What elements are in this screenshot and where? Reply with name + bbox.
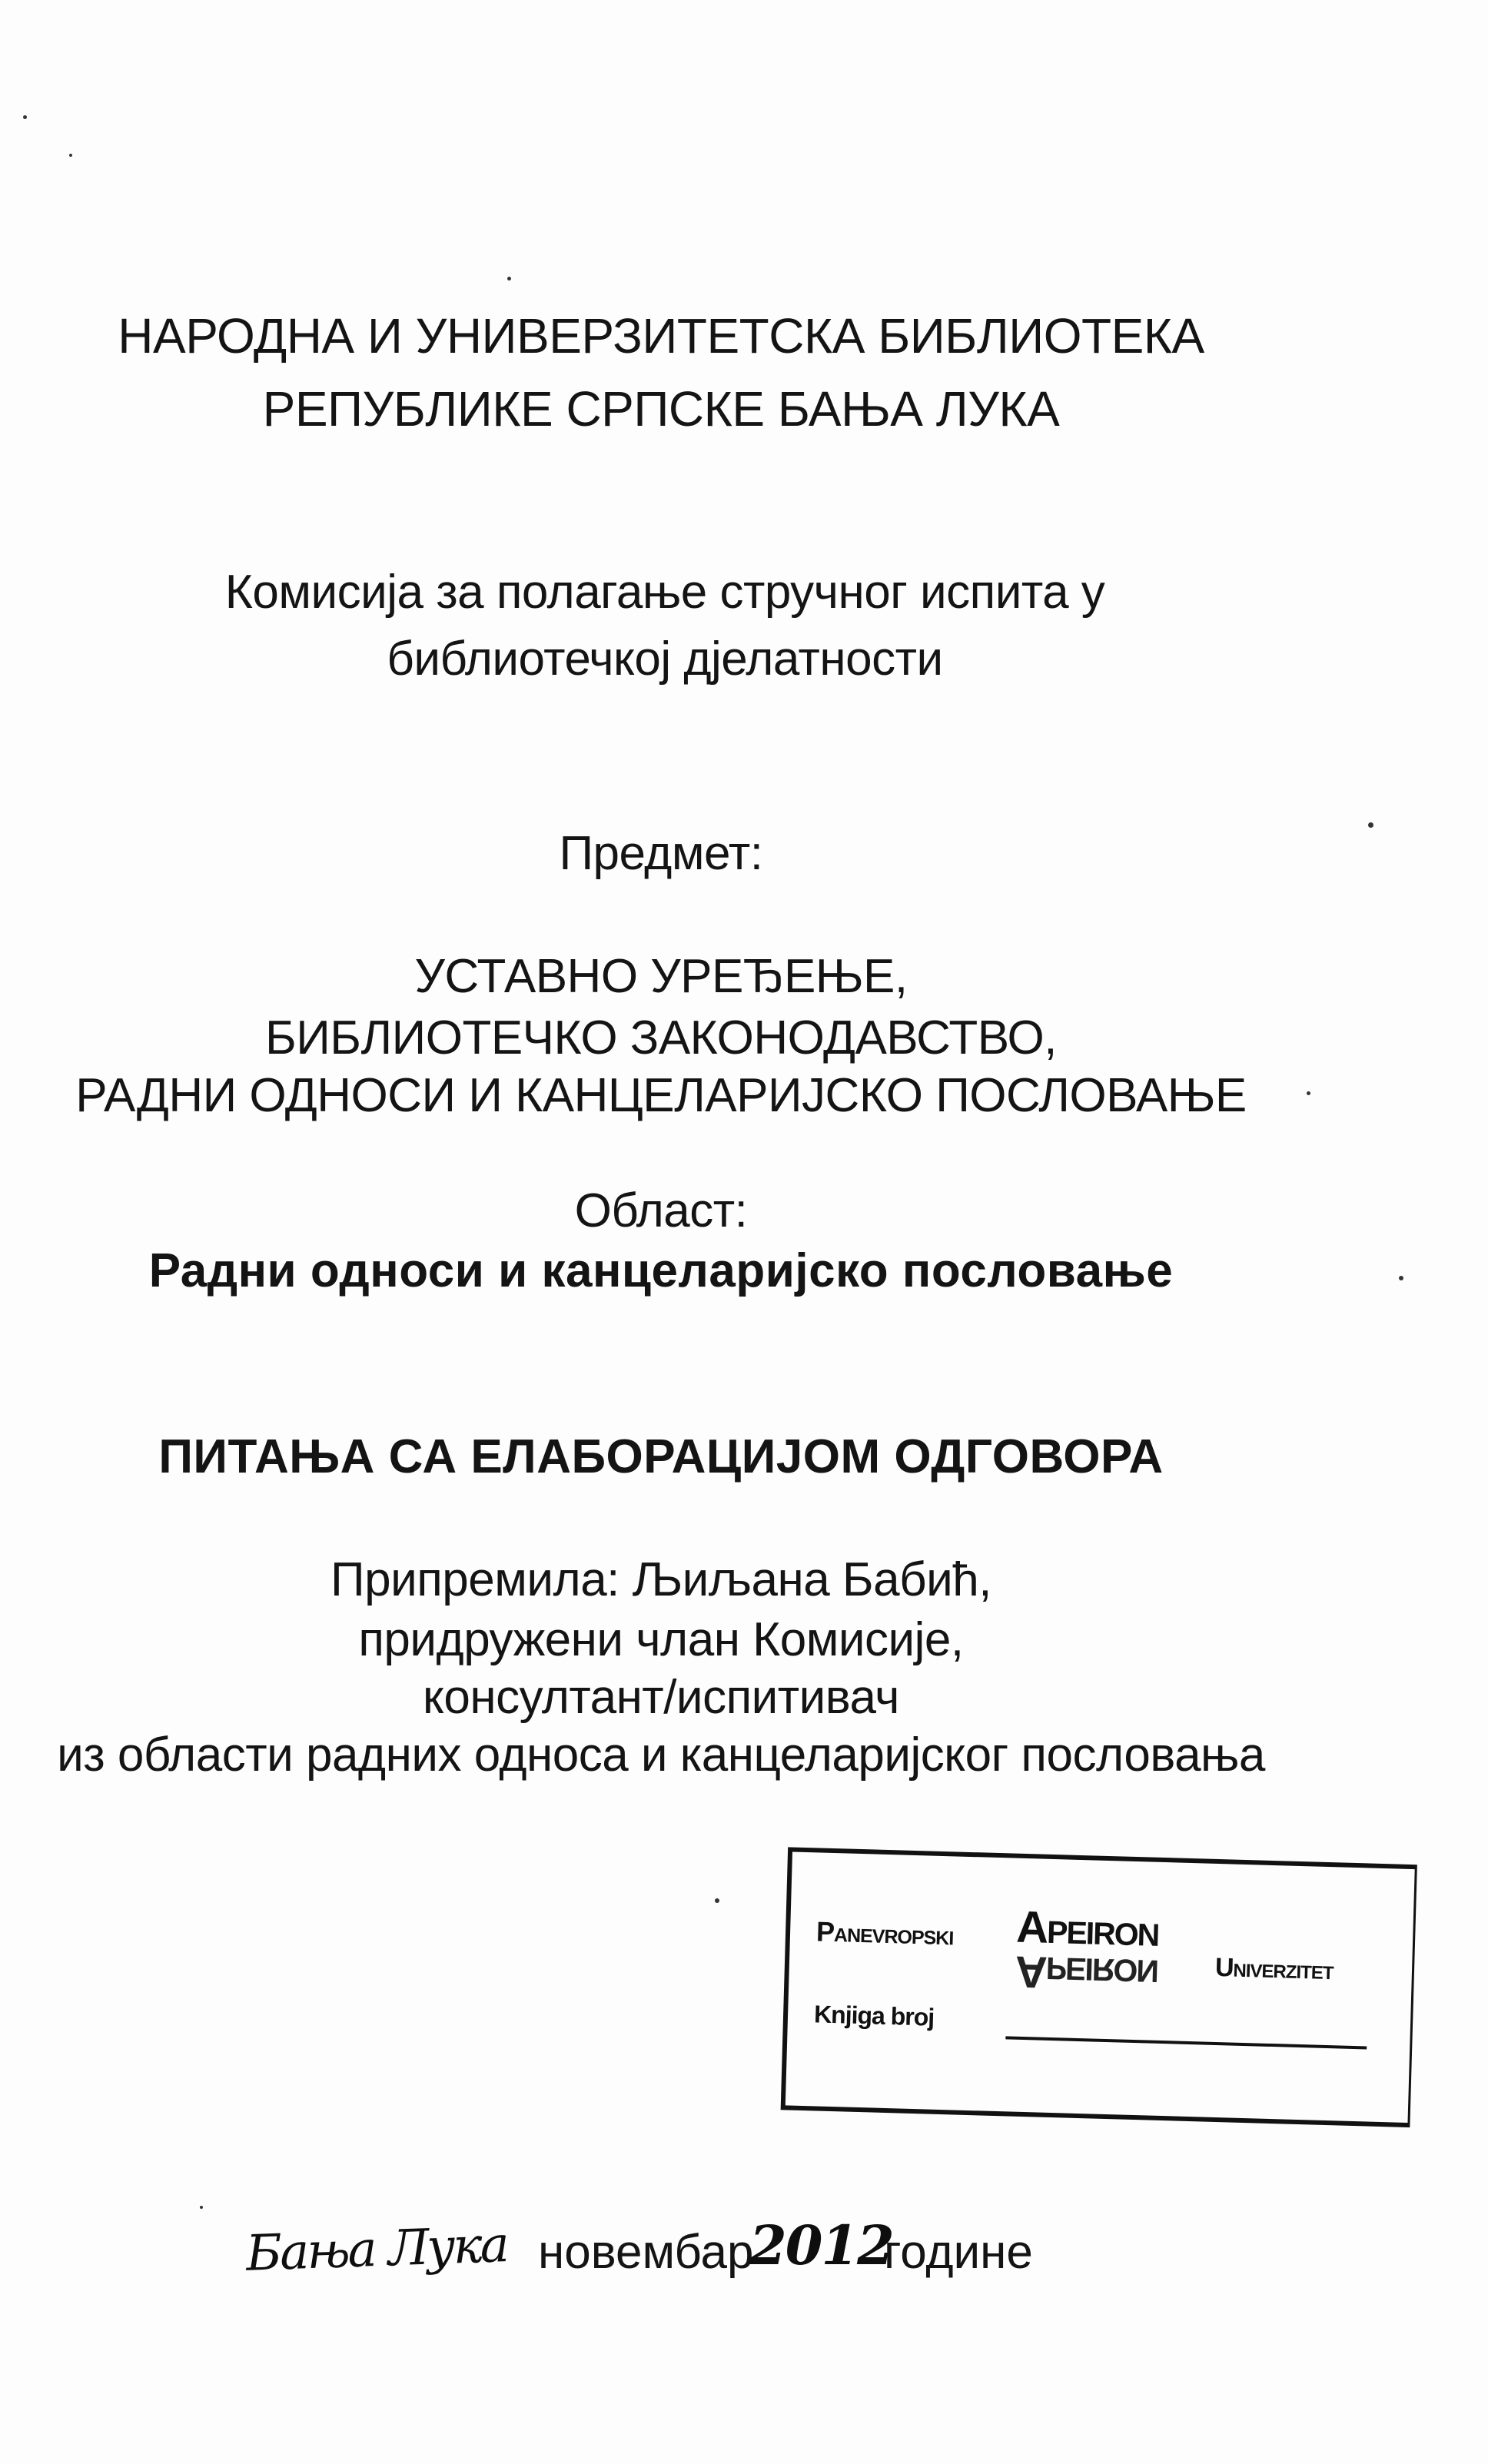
stamp-apeiron-mirror: Apeiron: [1014, 1946, 1158, 2001]
author-line4: из области радних односа и канцеларијског пословања: [57, 1728, 1265, 1782]
scan-speck: [1399, 1276, 1403, 1280]
area-label: Област:: [574, 1184, 748, 1237]
stamp-knjiga-broj: Knjiga broj: [813, 2000, 935, 2031]
subject-line2: БИБЛИОТЕЧКО ЗАКОНОДАВСТВО,: [265, 1011, 1057, 1064]
scan-speck: [507, 277, 511, 281]
author-line3: консултант/испитивач: [423, 1671, 899, 1724]
stamp-apeiron: Apeiron: [1015, 1901, 1160, 1956]
area-value: Радни односи и канцеларијско пословање: [148, 1244, 1174, 1297]
date-month: новембар: [538, 2226, 754, 2279]
scan-speck: [1368, 822, 1373, 828]
scan-speck: [200, 2206, 203, 2209]
commission-line2: библиотечкој дјелатности: [387, 633, 943, 686]
commission-line1: Комисија за полагање стручног испита у: [224, 566, 1105, 619]
library-stamp: [780, 1847, 1433, 2141]
document-title: ПИТАЊА СА ЕЛАБОРАЦИЈОМ ОДГОВОРА: [158, 1430, 1164, 1483]
author-line2: придружени члан Комисије,: [358, 1613, 964, 1666]
stamp-univerzitet: Univerzitet: [1214, 1952, 1334, 1986]
institution-name-line1: НАРОДНА И УНИВЕРЗИТЕТСКА БИБЛИОТЕКА: [118, 308, 1204, 364]
handwritten-place-signature: Бања Лука: [244, 2217, 508, 2283]
date-suffix: године: [884, 2226, 1033, 2279]
author-line1: Припремила: Љиљана Бабић,: [330, 1553, 991, 1606]
handwritten-year: 2012: [749, 2213, 893, 2277]
scan-speck: [23, 115, 27, 119]
scan-speck: [69, 154, 72, 157]
institution-name-line2: РЕПУБЛИКЕ СРПСКЕ БАЊА ЛУКА: [262, 381, 1060, 437]
subject-line3: РАДНИ ОДНОСИ И КАНЦЕЛАРИЈСКО ПОСЛОВАЊЕ: [75, 1069, 1247, 1122]
subject-label: Предмет:: [559, 827, 763, 880]
subject-line1: УСТАВНО УРЕЂЕЊЕ,: [414, 950, 908, 1003]
scan-speck: [715, 1898, 719, 1903]
stamp-panevropski: Panevropski: [815, 1915, 954, 1951]
